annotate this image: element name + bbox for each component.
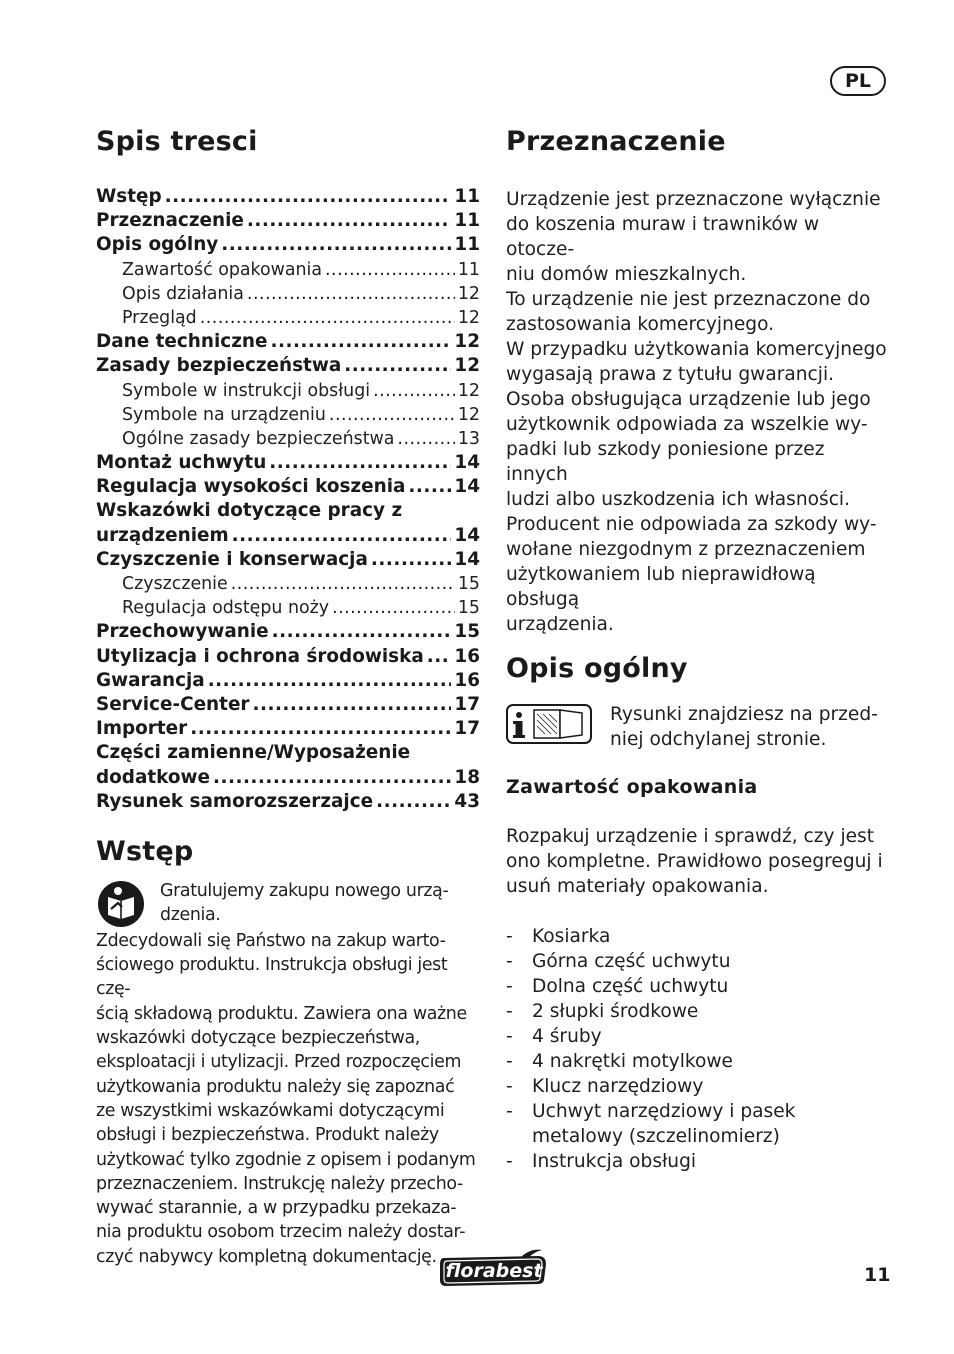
toc-entry-page: 14	[454, 524, 480, 546]
toc-entry-label: Utylizacja i ochrona środowiska	[96, 645, 424, 667]
text-line: niu domów mieszkalnych.	[506, 264, 747, 285]
toc-entry-label: Przeznaczenie	[96, 210, 244, 232]
toc-entry-label: Symbole w instrukcji obsługi	[122, 380, 371, 401]
list-item: - 4 nakrętki motylkowe	[506, 1049, 892, 1074]
toc-entry-page: 14	[454, 548, 480, 570]
toc-leader-dots	[376, 790, 451, 814]
toc-entry-page: 14	[454, 476, 480, 498]
toc-entry-label: Importer	[96, 718, 188, 740]
zawartosc-title: Zawartość opakowania	[506, 776, 758, 798]
toc-entry	[96, 693, 480, 717]
toc-entry-label: Wskazówki dotyczące pracy z	[96, 500, 403, 522]
text-line: niej odchylanej stronie.	[610, 729, 827, 750]
toc-entry-label: Rysunek samorozszerzajce	[96, 790, 374, 812]
toc-entry-page: 11	[454, 234, 480, 256]
toc-entry	[96, 330, 480, 354]
list-item: - Kosiarka	[506, 924, 892, 949]
toc-entry-page: 17	[454, 718, 480, 740]
toc-entry-page: 13	[457, 428, 480, 449]
toc-entry	[96, 499, 480, 523]
toc-leader-dots	[329, 403, 455, 427]
language-badge: PL	[830, 66, 886, 96]
list-item: - Górna część uchwytu	[506, 949, 892, 974]
toc-entry-page: 17	[454, 693, 480, 715]
toc-leader-dots	[427, 645, 452, 669]
text-line: obsługi i bezpieczeństwa. Produkt należy	[96, 1125, 439, 1146]
toc-entry-label: Regulacja odstępu noży	[122, 598, 330, 619]
text-line: zastosowania komercyjnego.	[506, 314, 775, 335]
text-line: W przypadku użytkowania komercyjnego	[506, 339, 887, 360]
opis-title: Opis ogólny	[506, 653, 688, 684]
opis-icon-text	[610, 702, 892, 752]
text-line: ono kompletne. Prawidłowo posegreguj i	[506, 851, 883, 872]
toc-leader-dots	[200, 306, 455, 330]
svg-text:florabest: florabest	[445, 1260, 543, 1282]
toc-leader-dots	[371, 548, 452, 572]
toc-entry-page: 43	[454, 790, 480, 812]
text-line: użytkować tylko zgodnie z opisem i podanym	[96, 1149, 476, 1170]
text-line: usuń materiały opakowania.	[506, 876, 769, 897]
toc-entry	[96, 427, 480, 451]
text-line: czyć nabywcy kompletną dokumentację.	[96, 1246, 437, 1267]
toc-entry-label: Przegląd	[122, 307, 197, 328]
toc-entry-page: 12	[457, 404, 480, 425]
toc-entry	[96, 766, 480, 790]
toc-entry-page: 11	[454, 210, 480, 232]
toc-leader-dots	[231, 572, 455, 596]
toc-entry	[96, 379, 480, 403]
toc-entry	[96, 354, 480, 378]
toc-entry-label: Części zamienne/Wyposażenie	[96, 742, 411, 764]
text-line: Producent nie odpowiada za szkody wy-	[506, 514, 877, 535]
text-line: przeznaczeniem. Instrukcję należy przecho-	[96, 1173, 463, 1194]
toc-entry-label: Montaż uchwytu	[96, 452, 267, 474]
toc-entry-page: 15	[457, 574, 480, 594]
toc-entry-label: Ogólne zasady bezpieczeństwa	[122, 428, 395, 449]
text-line: użytkowaniem lub nieprawidłową obsługą	[506, 564, 816, 610]
wstep-icon-text	[160, 879, 480, 928]
toc-entry	[96, 741, 480, 765]
toc-entry-page: 16	[454, 669, 480, 691]
toc-leader-dots	[213, 766, 451, 790]
text-line: nia produktu osobom trzecim należy dostar-	[96, 1222, 466, 1243]
toc-leader-dots	[221, 233, 451, 257]
toc-entry	[96, 620, 480, 644]
toc-entry	[96, 475, 480, 499]
right-column	[506, 126, 892, 1174]
toc-leader-dots	[325, 258, 455, 282]
toc-leader-dots	[247, 209, 452, 233]
toc-entry-label: Dane techniczne	[96, 331, 268, 353]
text-line: do koszenia muraw i trawników w otocze-	[506, 214, 820, 260]
toc-leader-dots	[165, 185, 452, 209]
list-item: - 2 słupki środkowe	[506, 999, 892, 1024]
toc-entry-label: Czyszczenie	[122, 574, 228, 594]
toc-entry-label: Opis ogólny	[96, 234, 219, 256]
text-line: To urządzenie nie jest przeznaczone do	[506, 289, 871, 310]
text-line: Zdecydowali się Państwo na zakup warto-	[96, 930, 446, 951]
package-contents-list	[506, 924, 892, 1174]
table-of-contents	[96, 185, 480, 814]
toc-entry-page: 18	[454, 766, 480, 788]
toc-leader-dots	[247, 282, 455, 306]
przeznaczenie-title: Przeznaczenie	[506, 126, 726, 157]
toc-leader-dots	[190, 717, 451, 741]
florabest-logo	[438, 1246, 550, 1288]
toc-entry-label: Zawartość opakowania	[122, 259, 323, 280]
info-fold-out-icon	[506, 704, 592, 744]
toc-entry	[96, 233, 480, 257]
przeznaczenie-body	[506, 187, 892, 637]
toc-entry-label: Symbole na urządzeniu	[122, 404, 326, 425]
text-line: wołane niezgodnym z przeznaczeniem	[506, 539, 866, 560]
left-column	[96, 126, 480, 1269]
text-line: Rysunki znajdziesz na przed-	[610, 704, 878, 725]
text-line: użytkowania produktu należy się zapoznać	[96, 1076, 455, 1097]
toc-entry-label: Przechowywanie	[96, 621, 269, 643]
toc-entry	[96, 790, 480, 814]
text-line: Gratulujemy zakupu nowego urzą-	[160, 880, 449, 901]
toc-entry	[96, 645, 480, 669]
toc-entry	[96, 306, 480, 330]
toc-leader-dots	[344, 354, 451, 378]
toc-entry-label: Regulacja wysokości koszenia	[96, 476, 406, 498]
toc-leader-dots	[272, 620, 452, 644]
toc-leader-dots	[373, 379, 455, 403]
toc-entry	[96, 209, 480, 233]
toc-entry-page: 15	[457, 598, 480, 619]
zawartosc-body	[506, 824, 892, 899]
text-line: Rozpakuj urządzenie i sprawdź, czy jest	[506, 826, 875, 847]
list-item: - Uchwyt narzędziowy i pasek metalowy (szczelinomierz)	[506, 1099, 892, 1149]
toc-entry-label: urządzeniem	[96, 524, 229, 546]
toc-leader-dots	[232, 524, 452, 548]
toc-entry-page: 16	[454, 645, 480, 667]
text-line: użytkownik odpowiada za wszelkie wy-	[506, 414, 868, 435]
toc-leader-dots	[269, 451, 451, 475]
toc-leader-dots	[270, 330, 451, 354]
toc-entry-page: 12	[457, 307, 480, 328]
text-line: Urządzenie jest przeznaczone wyłącznie	[506, 189, 881, 210]
toc-entry	[96, 451, 480, 475]
toc-leader-dots	[252, 693, 451, 717]
text-line: wywać starannie, a w przypadku przekaza-	[96, 1198, 457, 1219]
opis-intro	[506, 702, 892, 752]
toc-entry-page: 15	[454, 621, 480, 643]
toc-entry-page: 12	[457, 380, 480, 401]
toc-entry-page: 11	[457, 259, 480, 280]
text-line: ludzi albo uszkodzenia ich własności.	[506, 489, 851, 510]
toc-entry-page: 12	[454, 355, 480, 377]
toc-leader-dots	[332, 596, 455, 620]
toc-entry-page: 12	[457, 283, 480, 304]
list-item: - Instrukcja obsługi	[506, 1149, 892, 1174]
toc-entry-label: Opis działania	[122, 283, 244, 304]
toc-entry	[96, 717, 480, 741]
toc-entry	[96, 669, 480, 693]
toc-entry-label: Gwarancja	[96, 669, 205, 691]
page-number: 11	[864, 1264, 891, 1286]
toc-entry-page: 12	[454, 331, 480, 353]
read-manual-icon	[96, 879, 146, 929]
toc-entry	[96, 258, 480, 282]
toc-entry	[96, 572, 480, 596]
toc-leader-dots	[408, 475, 451, 499]
toc-entry-label: Wstęp	[96, 186, 162, 207]
toc-entry-page: 11	[454, 186, 480, 207]
toc-entry	[96, 548, 480, 572]
toc-entry-label: Czyszczenie i konserwacja	[96, 548, 368, 570]
text-line: Osoba obsługująca urządzenie lub jego	[506, 389, 871, 410]
text-line: wygasają prawa z tytułu gwarancji.	[506, 364, 835, 385]
text-line: eksploatacji i utylizacji. Przed rozpoczęciem	[96, 1052, 462, 1073]
text-line: ze wszystkimi wskazówkami dotyczącymi	[96, 1100, 445, 1121]
list-item: - Dolna część uchwytu	[506, 974, 892, 999]
text-line: wskazówki dotyczące bezpieczeństwa,	[96, 1028, 420, 1049]
toc-leader-dots	[397, 427, 454, 451]
text-line: dzenia.	[160, 905, 221, 926]
list-item: - Klucz narzędziowy	[506, 1074, 892, 1099]
text-line: ściowego produktu. Instrukcja obsługi jest czę-	[96, 955, 448, 1000]
toc-entry	[96, 596, 480, 620]
text-line: ścią składową produktu. Zawiera ona ważne	[96, 1003, 467, 1024]
wstep-title: Wstęp	[96, 835, 194, 867]
list-item: - 4 śruby	[506, 1024, 892, 1049]
text-line: padki lub szkody poniesione przez innych	[506, 439, 825, 485]
toc-entry-label: Service-Center	[96, 693, 250, 715]
toc-entry-page: 14	[454, 452, 480, 474]
text-line: urządzenia.	[506, 614, 614, 635]
wstep-intro	[96, 879, 480, 929]
toc-title: Spis tresci	[96, 126, 258, 157]
toc-entry	[96, 185, 480, 209]
toc-leader-dots	[208, 669, 452, 693]
toc-entry	[96, 282, 480, 306]
wstep-body	[96, 929, 480, 1269]
toc-entry	[96, 403, 480, 427]
toc-entry	[96, 524, 480, 548]
toc-entry-label: Zasady bezpieczeństwa	[96, 355, 342, 377]
toc-entry-label: dodatkowe	[96, 766, 210, 788]
